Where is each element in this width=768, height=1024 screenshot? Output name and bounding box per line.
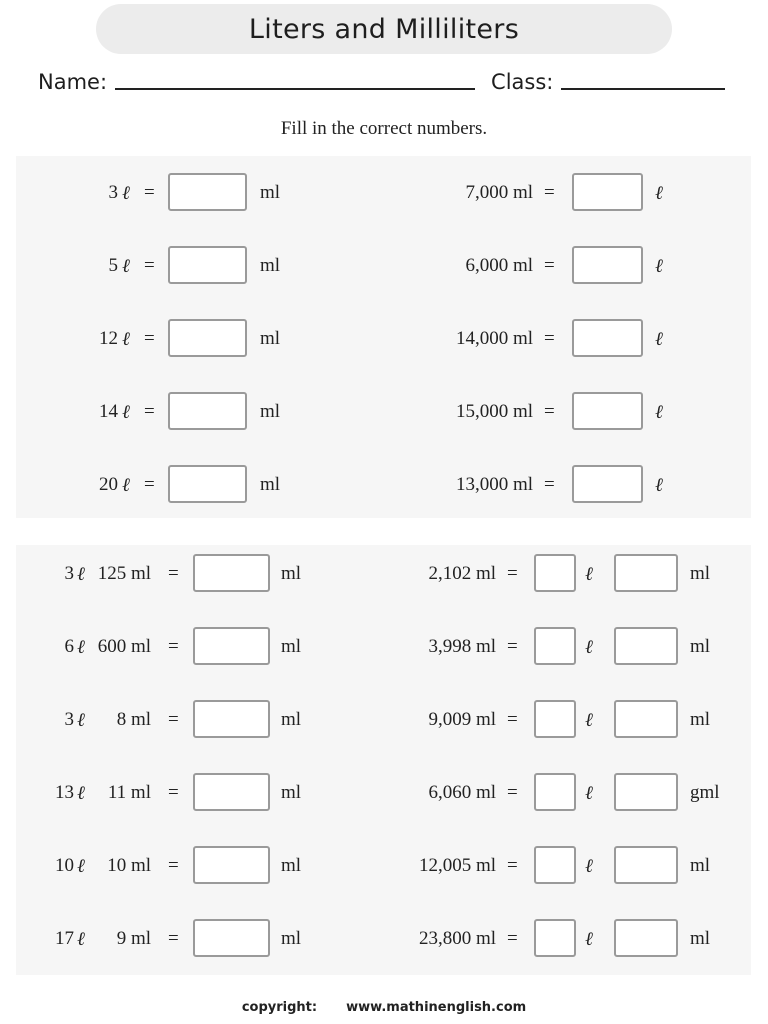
milliliters-value: 2,102 ml	[428, 563, 496, 584]
answer-box[interactable]	[168, 465, 247, 503]
conversion-row	[16, 465, 751, 505]
conversion-row	[16, 246, 751, 286]
conversion-row	[16, 319, 751, 359]
liter-symbol: ℓ	[122, 181, 130, 204]
liter-symbol: ℓ	[122, 254, 130, 277]
unit-label: ml	[281, 709, 302, 730]
liter-symbol: ℓ	[122, 400, 130, 423]
milliliters-value: 9 ml	[116, 928, 151, 949]
answer-box[interactable]	[193, 773, 270, 811]
milliliters-value: 11 ml	[107, 782, 151, 803]
unit-label: ml	[690, 855, 711, 876]
milliliters-value: 23,800 ml	[418, 928, 496, 949]
class-label: Class:	[491, 70, 554, 94]
unit-label: ml	[260, 328, 281, 349]
liters-answer-box[interactable]	[534, 627, 576, 665]
equals-sign: =	[507, 563, 518, 584]
answer-box[interactable]	[193, 554, 270, 592]
liters-value: 13	[55, 782, 74, 803]
unit-label: ml	[690, 709, 711, 730]
instruction-text: Fill in the correct numbers.	[280, 118, 488, 139]
equals-sign: =	[168, 855, 179, 876]
liters-value: 3	[64, 709, 74, 730]
liter-symbol: ℓ	[77, 635, 85, 658]
conversion-row	[16, 392, 751, 432]
liter-symbol: ℓ	[77, 562, 85, 585]
liter-symbol: ℓ	[585, 927, 593, 950]
equals-sign: =	[168, 563, 179, 584]
unit-label: ml	[690, 928, 711, 949]
equals-sign: =	[168, 928, 179, 949]
equals-sign: =	[507, 709, 518, 730]
liter-symbol: ℓ	[122, 473, 130, 496]
name-label: Name:	[38, 70, 108, 94]
equals-sign: =	[544, 182, 555, 203]
liter-symbol: ℓ	[585, 635, 593, 658]
answer-box[interactable]	[572, 392, 643, 430]
unit-label: ml	[690, 636, 711, 657]
class-blank[interactable]	[561, 88, 725, 90]
conversion-row	[16, 173, 751, 213]
liters-value: 12	[99, 328, 118, 349]
unit-label: ml	[281, 928, 302, 949]
answer-box[interactable]	[572, 246, 643, 284]
equals-sign: =	[168, 709, 179, 730]
liters-answer-box[interactable]	[534, 846, 576, 884]
milliliters-answer-box[interactable]	[614, 627, 678, 665]
milliliters-value: 13,000 ml	[455, 474, 533, 495]
unit-label: gml	[690, 782, 720, 803]
liter-symbol: ℓ	[585, 854, 593, 877]
equals-sign: =	[144, 474, 155, 495]
liter-symbol: ℓ	[585, 781, 593, 804]
liters-answer-box[interactable]	[534, 773, 576, 811]
milliliters-answer-box[interactable]	[614, 773, 678, 811]
milliliters-value: 6,000 ml	[465, 255, 533, 276]
milliliters-value: 8 ml	[116, 709, 151, 730]
unit-label: ml	[260, 474, 281, 495]
equals-sign: =	[168, 636, 179, 657]
milliliters-value: 3,998 ml	[428, 636, 496, 657]
answer-box[interactable]	[193, 700, 270, 738]
equals-sign: =	[507, 928, 518, 949]
equals-sign: =	[168, 782, 179, 803]
answer-box[interactable]	[572, 173, 643, 211]
copyright-label: copyright:	[241, 1000, 318, 1015]
unit-label: ml	[260, 255, 281, 276]
unit-label: ml	[260, 401, 281, 422]
answer-box[interactable]	[193, 627, 270, 665]
section-1-panel	[16, 156, 751, 518]
equals-sign: =	[507, 636, 518, 657]
equals-sign: =	[544, 401, 555, 422]
milliliters-value: 6,060 ml	[428, 782, 496, 803]
liter-symbol: ℓ	[122, 327, 130, 350]
liters-value: 6	[64, 636, 74, 657]
liters-value: 14	[99, 401, 118, 422]
milliliters-value: 14,000 ml	[455, 328, 533, 349]
liters-value: 17	[55, 928, 74, 949]
milliliters-value: 10 ml	[107, 855, 151, 876]
equals-sign: =	[144, 182, 155, 203]
equals-sign: =	[544, 474, 555, 495]
equals-sign: =	[507, 782, 518, 803]
answer-box[interactable]	[193, 919, 270, 957]
worksheet-title: Liters and Milliliters	[96, 4, 672, 54]
answer-box[interactable]	[168, 246, 247, 284]
liters-value: 5	[108, 255, 118, 276]
name-class-line	[38, 60, 730, 94]
equals-sign: =	[144, 328, 155, 349]
liters-value: 3	[64, 563, 74, 584]
liter-symbol: ℓ	[77, 927, 85, 950]
liter-symbol: ℓ	[655, 473, 663, 496]
liters-answer-box[interactable]	[534, 700, 576, 738]
equals-sign: =	[544, 255, 555, 276]
liter-symbol: ℓ	[655, 400, 663, 423]
equals-sign: =	[144, 255, 155, 276]
conversion-row	[16, 919, 751, 959]
milliliters-value: 125 ml	[97, 563, 151, 584]
equals-sign: =	[544, 328, 555, 349]
liters-value: 20	[99, 474, 118, 495]
answer-box[interactable]	[168, 319, 247, 357]
liters-value: 10	[55, 855, 74, 876]
liter-symbol: ℓ	[585, 708, 593, 731]
milliliters-value: 15,000 ml	[455, 401, 533, 422]
liter-symbol: ℓ	[655, 181, 663, 204]
equals-sign: =	[507, 855, 518, 876]
unit-label: ml	[281, 636, 302, 657]
conversion-row	[16, 700, 751, 740]
answer-box[interactable]	[168, 392, 247, 430]
liters-answer-box[interactable]	[534, 919, 576, 957]
answer-box[interactable]	[572, 319, 643, 357]
liter-symbol: ℓ	[77, 854, 85, 877]
milliliters-value: 12,005 ml	[418, 855, 496, 876]
unit-label: ml	[260, 182, 281, 203]
answer-box[interactable]	[193, 846, 270, 884]
milliliters-value: 600 ml	[97, 636, 151, 657]
milliliters-answer-box[interactable]	[614, 919, 678, 957]
milliliters-answer-box[interactable]	[614, 846, 678, 884]
unit-label: ml	[281, 563, 302, 584]
milliliters-answer-box[interactable]	[614, 554, 678, 592]
name-blank[interactable]	[115, 88, 475, 90]
answer-box[interactable]	[572, 465, 643, 503]
liter-symbol: ℓ	[655, 327, 663, 350]
unit-label: ml	[281, 855, 302, 876]
conversion-row	[16, 773, 751, 813]
milliliters-value: 9,009 ml	[428, 709, 496, 730]
conversion-row	[16, 554, 751, 594]
liters-answer-box[interactable]	[534, 554, 576, 592]
milliliters-answer-box[interactable]	[614, 700, 678, 738]
liter-symbol: ℓ	[585, 562, 593, 585]
liter-symbol: ℓ	[77, 781, 85, 804]
liter-symbol: ℓ	[77, 708, 85, 731]
conversion-row	[16, 627, 751, 667]
unit-label: ml	[281, 782, 302, 803]
milliliters-value: 7,000 ml	[465, 182, 533, 203]
answer-box[interactable]	[168, 173, 247, 211]
section-2-panel	[16, 545, 751, 975]
copyright-site: www.mathinenglish.com	[346, 1000, 527, 1015]
conversion-row	[16, 846, 751, 886]
liters-value: 3	[108, 182, 118, 203]
equals-sign: =	[144, 401, 155, 422]
unit-label: ml	[690, 563, 711, 584]
copyright-footer	[0, 1000, 768, 1015]
liter-symbol: ℓ	[655, 254, 663, 277]
